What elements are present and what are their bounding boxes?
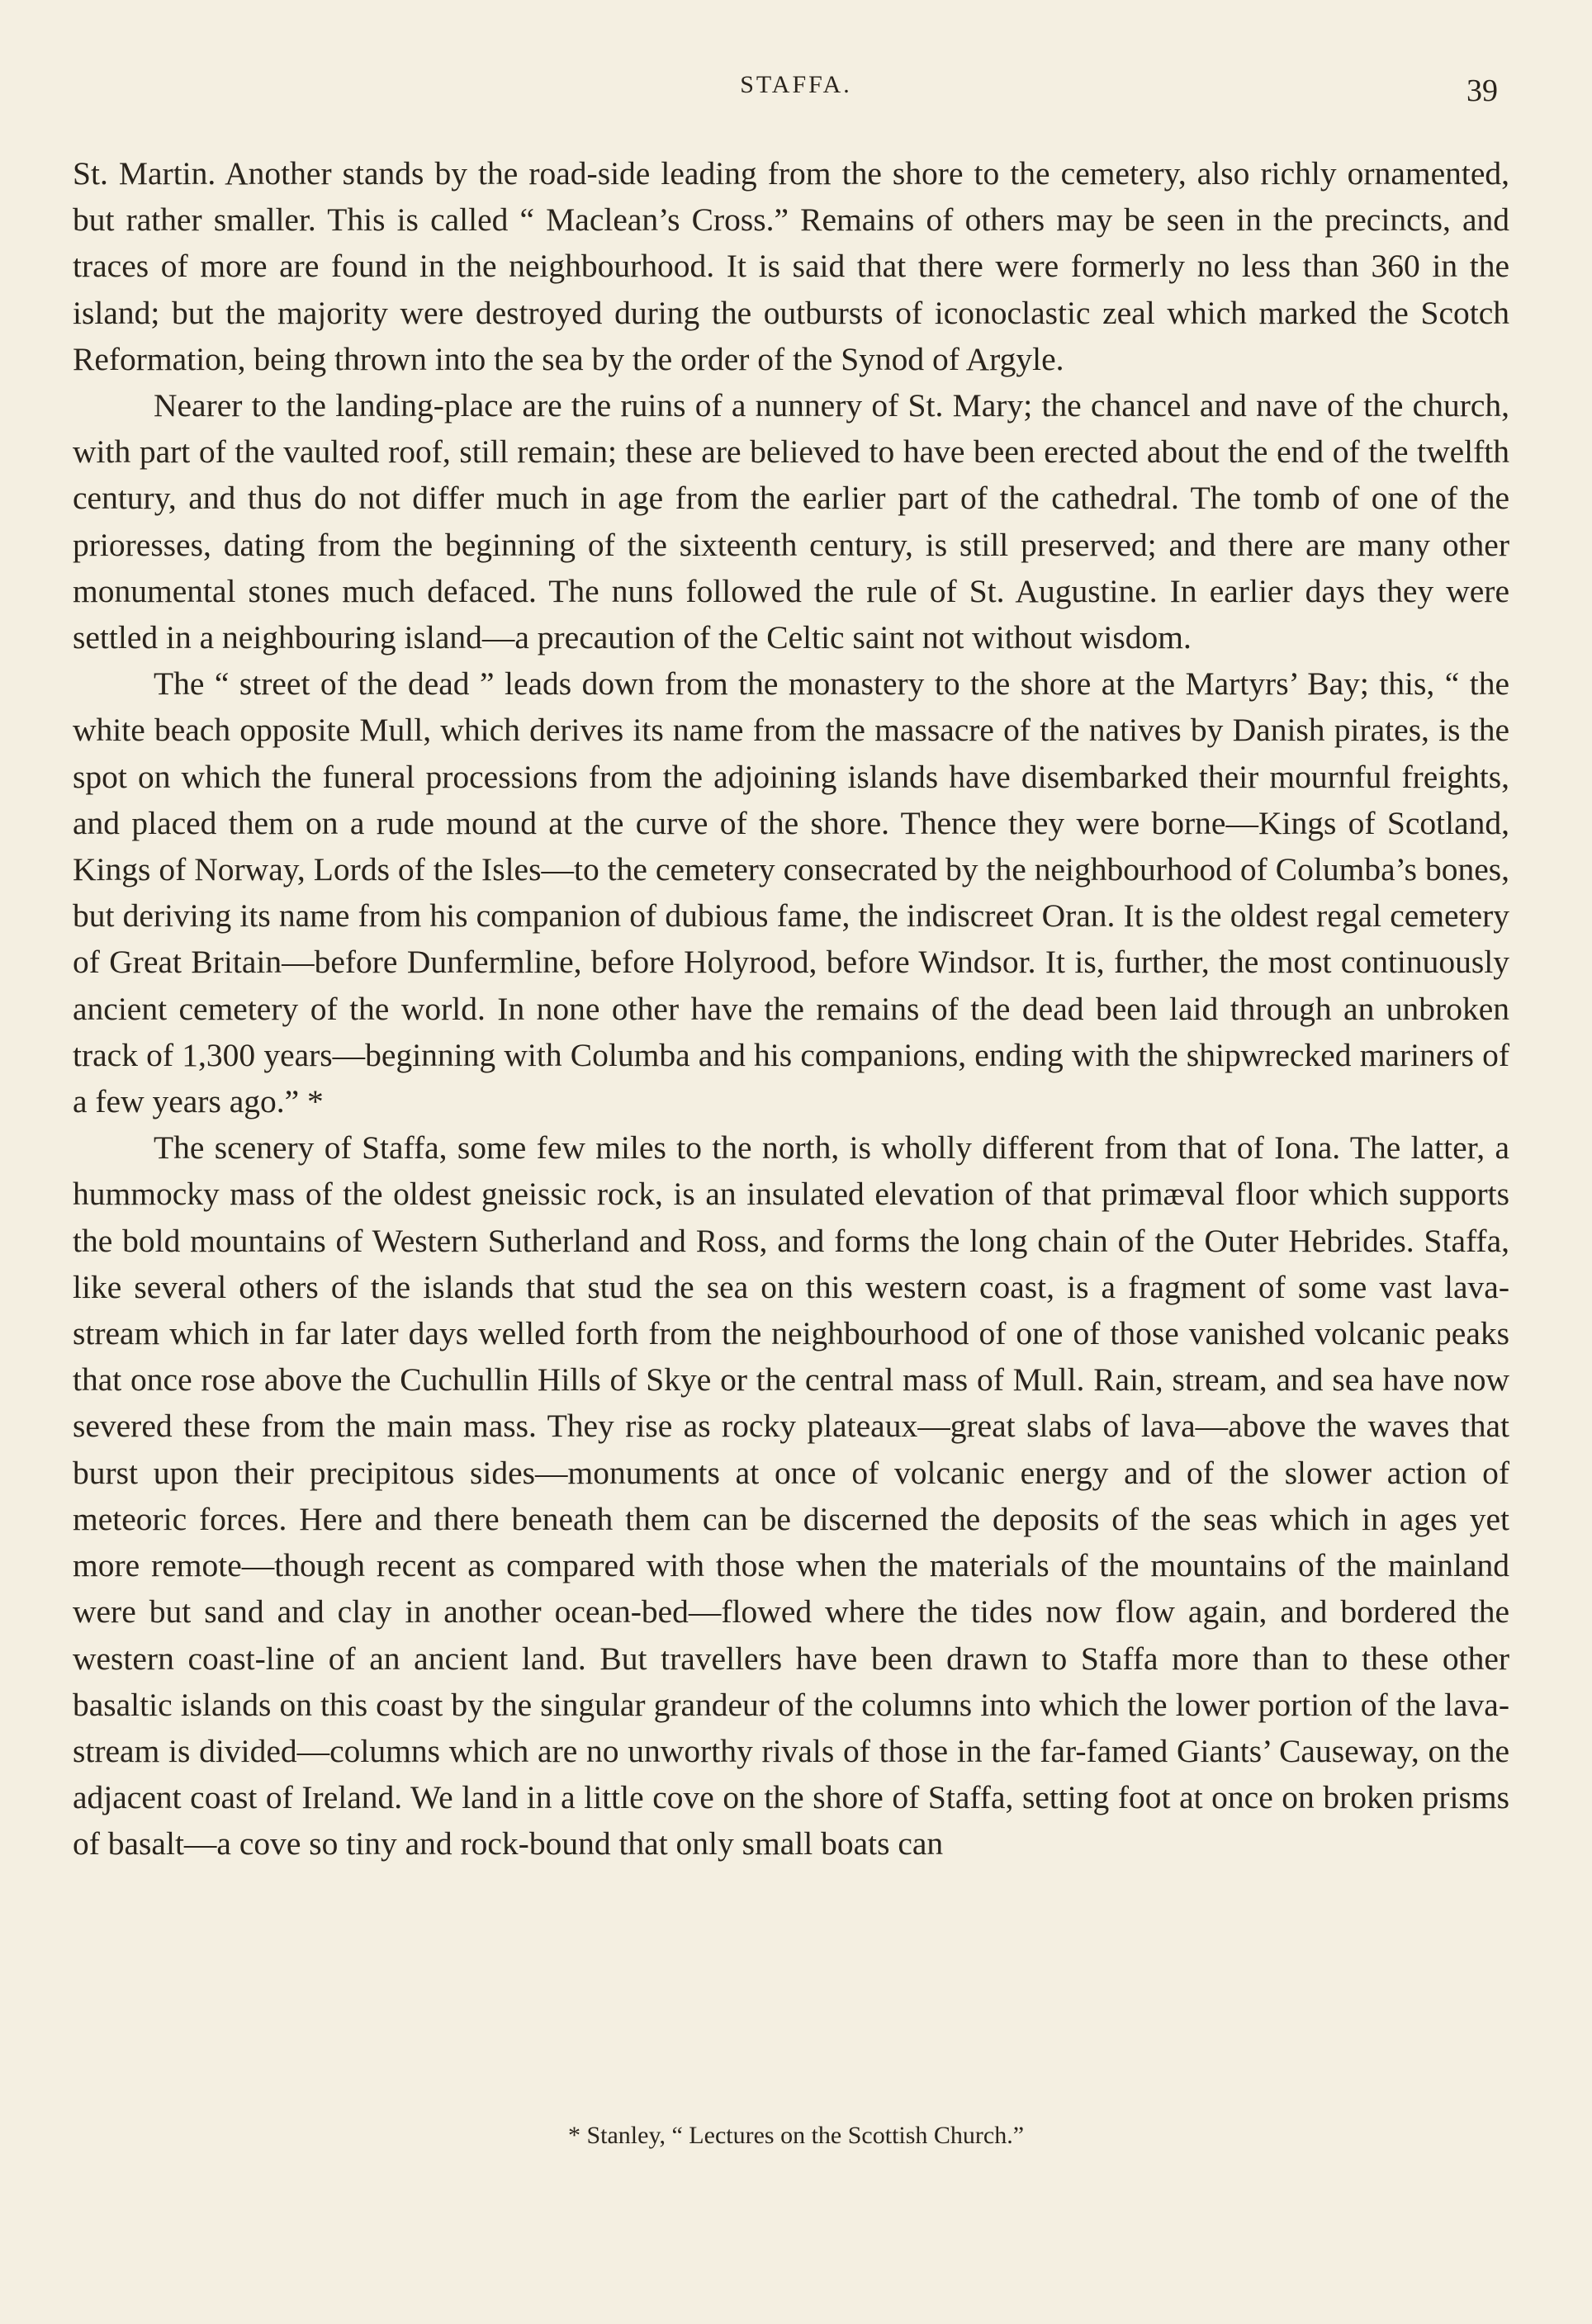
- body-text: [73, 150, 1509, 1867]
- paragraph-1: St. Martin. Another stands by the road-side leading from the shore to the cemetery, also richly ornamented, but rather smaller. This is called “ Maclean’s Cross.” Remains of others may be seen in the precincts, and traces of more are found in the neighbourhood. It is said that there were formerly no less than 360 in the island; but the majority were destroyed during the outbursts of iconoclastic zeal which marked the Scotch Reformation, being thrown into the sea by the order of the Synod of Argyle.: [73, 155, 1509, 377]
- paragraph-3: The “ street of the dead ” leads down from the monastery to the shore at the Martyrs’ Bay; this, “ the white beach opposite Mull, which derives its name from the massacre of the natives by Danish pirates, is the spot on which the funeral processions from the adjoining islands have disembarked their mournful freights, and placed them on a rude mound at the curve of the shore. Thence they were borne—Kings of Scotland, Kings of Norway, Lords of the Isles—to the cemetery consecrated by the neighbourhood of Columba’s bones, but deriving its name from his companion of dubious fame, the indiscreet Oran. It is the oldest regal cemetery of Great Britain—before Dunfermline, before Holyrood, before Windsor. It is, further, the most continuously ancient cemetery of the world. In none other have the remains of the dead been laid through an unbroken track of 1,300 years—beginning with Columba and his companions, ending with the shipwrecked mariners of a few years ago.” *: [73, 665, 1509, 1120]
- paragraph-2: Nearer to the landing-place are the ruins of a nunnery of St. Mary; the chancel and nave of the church, with part of the vaulted roof, still remain; these are believed to have been erected about the end of the twelfth century, and thus do not differ much in age from the earlier part of the cathedral. The tomb of one of the prioresses, dating from the beginning of the sixteenth century, is still preserved; and there are many other monumental stones much defaced. The nuns followed the rule of St. Augustine. In earlier days they were settled in a neighbouring island—a precaution of the Celtic saint not without wisdom.: [73, 387, 1509, 656]
- running-head: STAFFA.: [740, 71, 852, 98]
- footnote: * Stanley, “ Lectures on the Scottish Church.”: [567, 2122, 1025, 2149]
- paragraph-4: The scenery of Staffa, some few miles to the north, is wholly different from that of Iona. The latter, a hummocky mass of the oldest gneissic rock, is an insulated elevation of that primæval floor which supports the bold mountains of Western Sutherland and Ross, and forms the long chain of the Outer Hebrides. Staffa, like several others of the islands that stud the sea on this western coast, is a fragment of some vast lava-stream which in far later days welled forth from the neighbourhood of one of those vanished volcanic peaks that once rose above the Cuchullin Hills of Skye or the central mass of Mull. Rain, stream, and sea have now severed these from the main mass. They rise as rocky plateaux—great slabs of lava—above the waves that burst upon their precipitous sides—monuments at once of volcanic energy and of the slower action of meteoric forces. Here and there beneath them can be discerned the deposits of the seas which in ages yet more remote—though recent as compared with those when the materials of the mountains of the mainland were but sand and clay in another ocean-bed—flowed where the tides now flow again, and bordered the western coast-line of an ancient land. But travellers have been drawn to Staffa more than to these other basaltic islands on this coast by the singular grandeur of the columns into which the lower portion of the lava-stream is divided—columns which are no unworthy rivals of those in the far-famed Giants’ Causeway, on the adjacent coast of Ireland. We land in a little cove on the shore of Staffa, setting foot at once on broken prisms of basalt—a cove so tiny and rock-bound that only small boats can: [73, 1129, 1509, 1863]
- page-number: 39: [1466, 73, 1498, 108]
